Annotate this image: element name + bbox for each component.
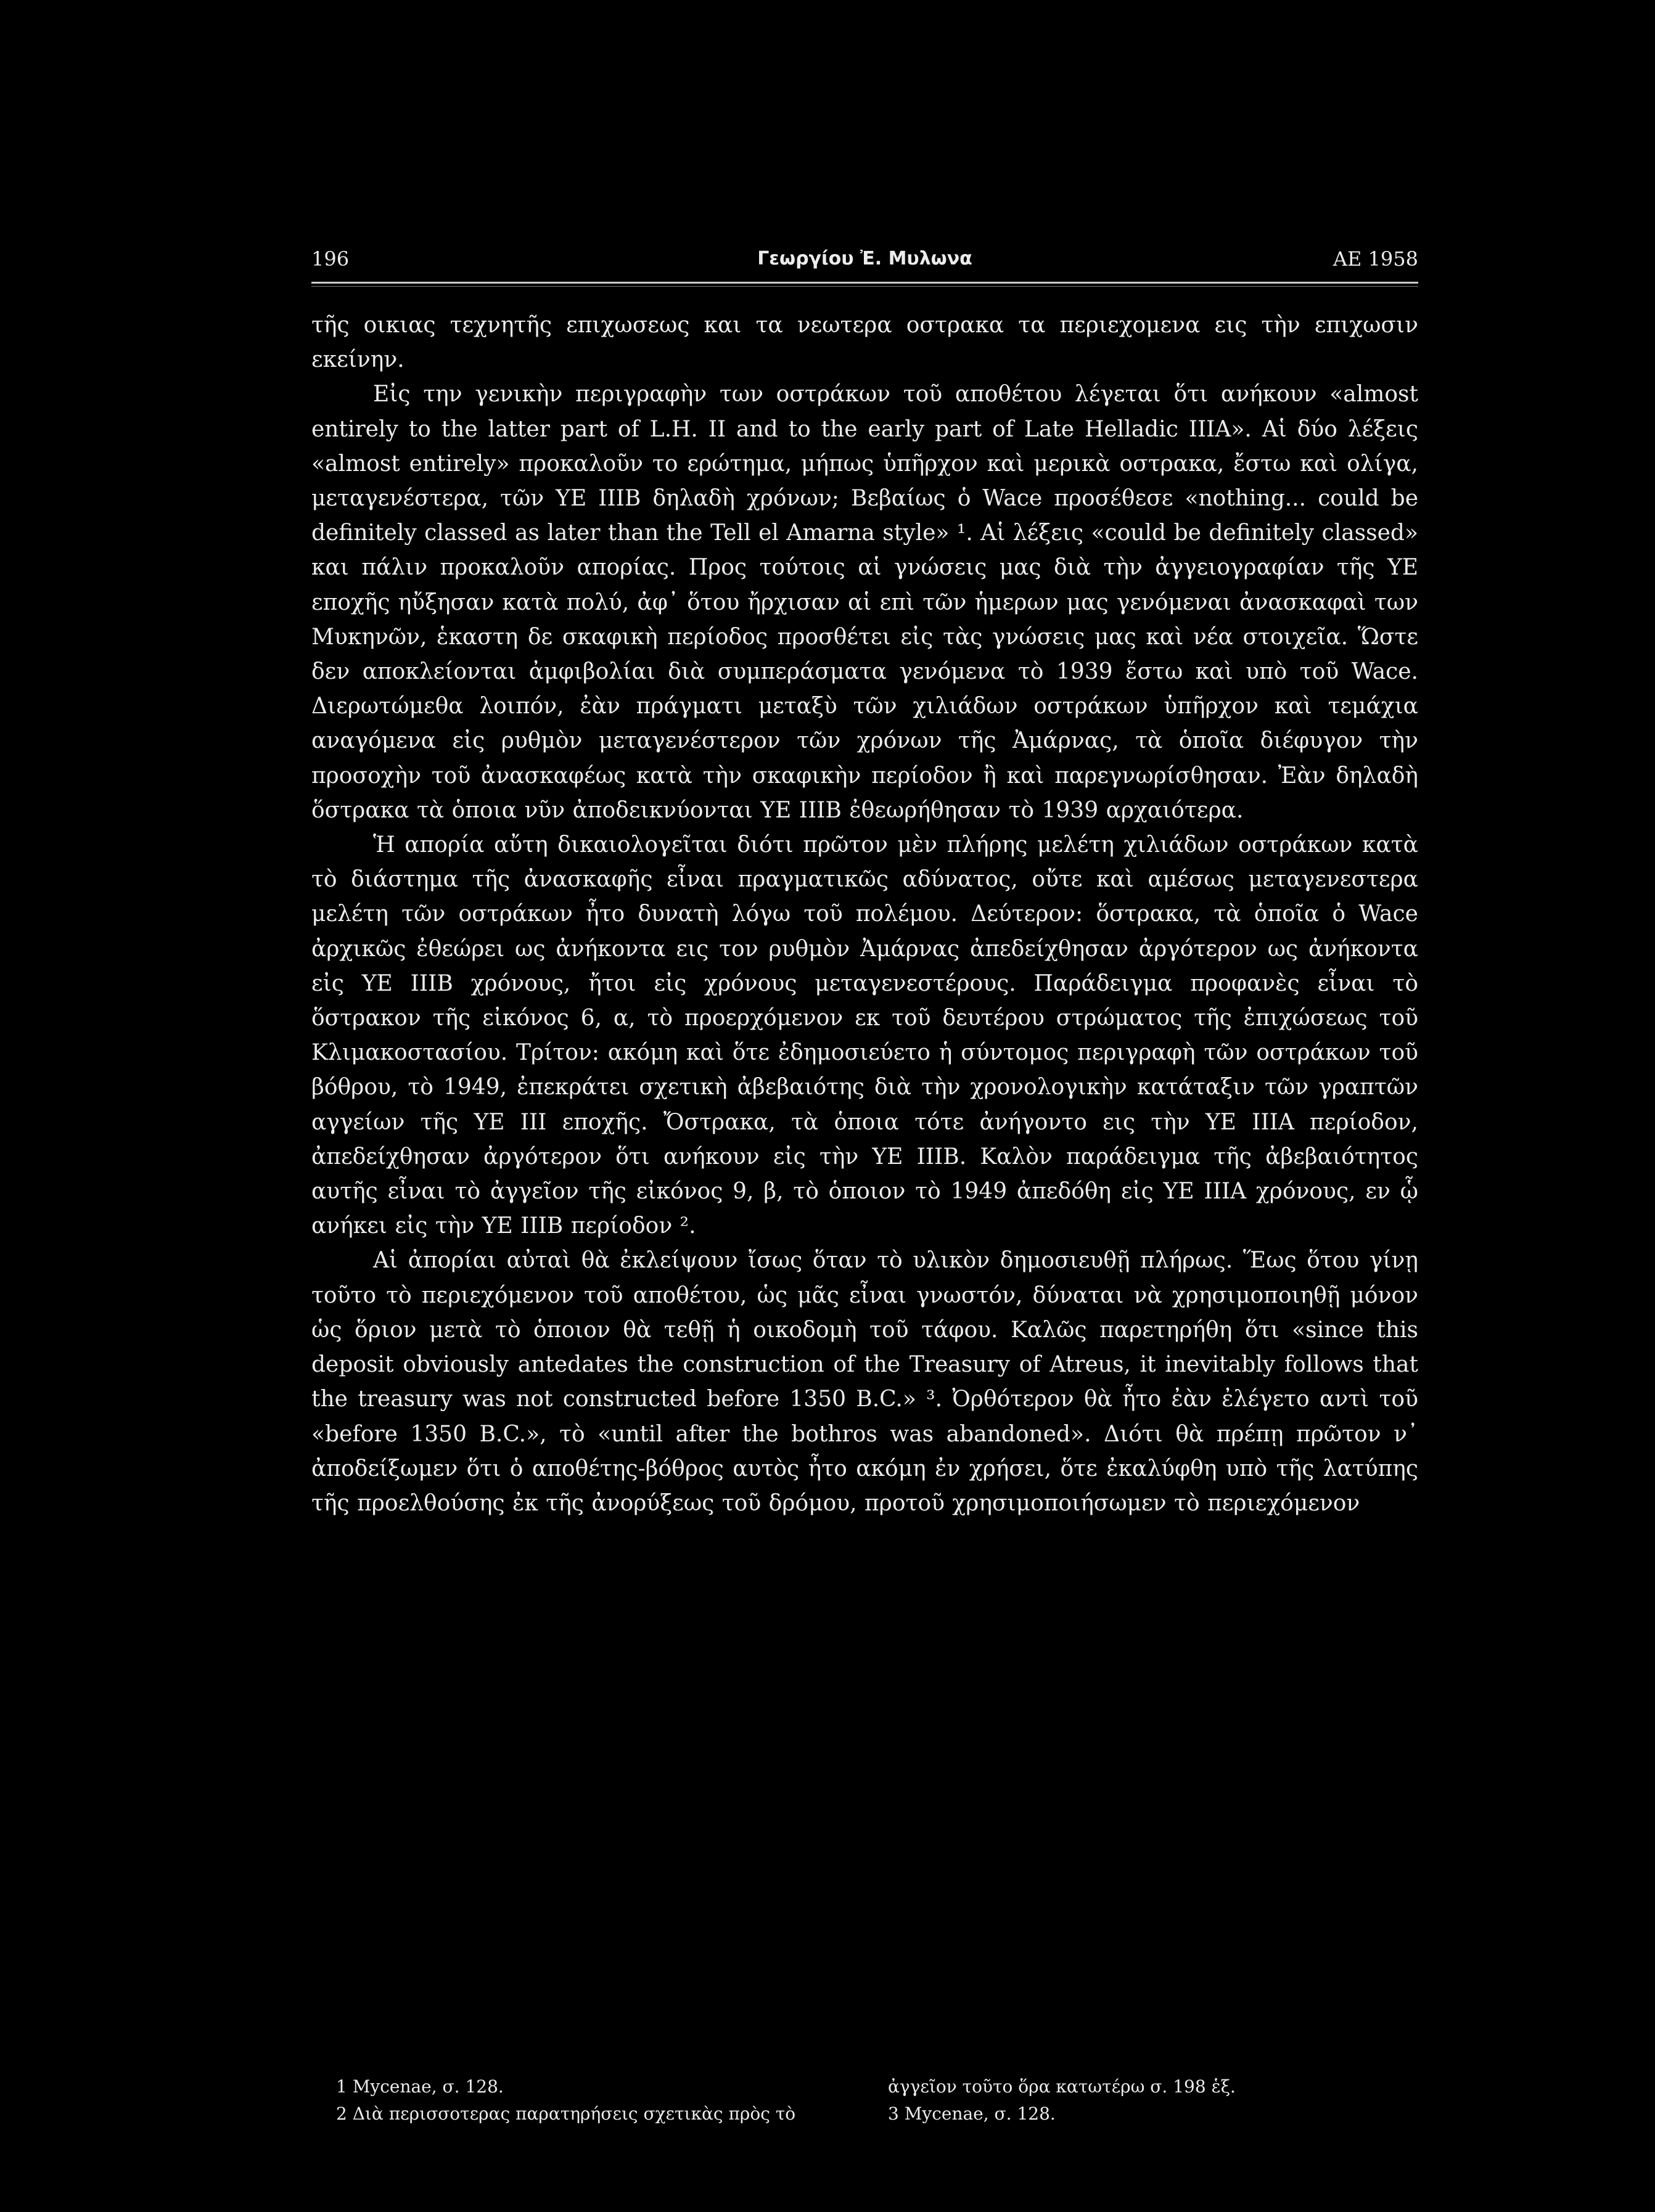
running-head-author: Γεωργίου Ἐ. Μυλωνα <box>757 248 972 269</box>
running-head <box>311 244 1418 274</box>
footnotes-left-column <box>336 2073 866 2128</box>
header-rule-thin <box>311 286 1418 287</box>
page-number: 196 <box>311 247 350 271</box>
paragraph: Αἱ ἀπορίαι αὐταὶ θὰ ἐκλείψουν ἴσως ὅταν τὸ υλικὸν δημοσιευθῇ πλήρως. Ἕως ὅτου γίνῃ τοῦτο τὸ περιεχόμενον τοῦ αποθέτου, ὡς μᾶς εἶναι γνωστόν, δύναται νὰ χρησιμοποιηθῇ μόνον ὡς ὅριον μετὰ τὸ ὁποιον θὰ τεθῇ ἡ οικοδομὴ τοῦ τάφου. Καλῶς παρετηρήθη ὅτι «since this deposit obviously antedates the construction of the Treasury of Atreus, it inevitably follows that the treasury was not constructed before 1350 B.C.» ³. Ὀρθότερον θὰ ἦτο ἐὰν ἐλέγετο αντὶ τοῦ «before 1350 B.C.», τὸ «until after the bothros was abandoned». Διότι θὰ πρέπῃ πρῶτον ν᾽ ἀποδείξωμεν ὅτι ὁ αποθέτης-βόθρος αυτὸς ἦτο ακόμη ἐν χρήσει, ὅτε ἐκαλύφθη υπὸ τῆς λατύπης τῆς προελθούσης ἐκ τῆς ἀνορύξεως τοῦ δρόμου, προτοῦ χρησιμοποιήσωμεν τὸ περιεχόμενον <box>311 1248 1418 1516</box>
paragraph: τῆς οικιας τεχνητῆς επιχωσεως και τα νεωτερα οστρακα τα περιεχομενα εις τὴν επιχωσιν εκείνην. <box>311 313 1418 373</box>
header-rule <box>311 282 1418 284</box>
footnote: ἀγγεῖον τοῦτο ὅρα κατωτέρω σ. 198 ἑξ. <box>888 2076 1236 2097</box>
footnote: 2 Διὰ περισσοτερας παρατηρήσεις σχετικὰς πρὸς τὸ <box>336 2103 796 2124</box>
footnote: 3 Mycenae, σ. 128. <box>888 2103 1056 2124</box>
running-head-journal: ΑΕ 1958 <box>1333 247 1418 271</box>
footnotes <box>311 2073 1418 2135</box>
paragraph: Εἰς την γενικὴν περιγραφὴν των οστράκων τοῦ αποθέτου λέγεται ὅτι ανήκουν «almost entirely to the latter part of L.H. II and to the early part of Late Helladic IIIA». Αἱ δύο λέξεις «almost entirely» προκαλοῦν το ερώτημα, μήπως ὑπῆρχον καὶ μερικὰ οστρακα, ἔστω καὶ ολίγα, μεταγενέστερα, τῶν ΥΕ IIIB δηλαδὴ χρόνων; Βεβαίως ὁ Wace προσέθεσε «nothing... could be definitely classed as later than the Tell el Amarna style» ¹. Αἱ λέξεις «could be definitely classed» και πάλιν προκαλοῦν απορίας. Προς τούτοις αἱ γνώσεις μας διὰ τὴν ἀγγειογραφίαν τῆς ΥΕ εποχῆς ηὔξησαν κατὰ πολύ, ἀφ᾽ ὅτου ἤρχισαν αἱ επὶ τῶν ἡμερων μας γενόμεναι ἀνασκαφαὶ των Μυκηνῶν, ἑκαστη δε σκαφικὴ περίοδος προσθέτει εἰς τὰς γνώσεις μας καὶ νέα στοιχεῖα. Ὥστε δεν αποκλείονται ἀμφιβολίαι διὰ συμπεράσματα γενόμενα τὸ 1939 ἔστω καὶ υπὸ τοῦ Wace. Διερωτώμεθα λοιπόν, ἐὰν πράγματι μεταξὺ τῶν χιλιάδων οστράκων ὑπῆρχον καὶ τεμάχια αναγόμενα εἰς ρυθμὸν μεταγενέστερον τῶν χρόνων τῆς Ἀμάρνας, τὰ ὁποῖα διέφυγον τὴν προσοχὴν τοῦ ἀνασκαφέως κατὰ τὴν σκαφικὴν περίοδον ἢ καὶ παρεγνωρίσθησαν. Ἐὰν δηλαδὴ ὅστρακα τὰ ὁποια νῦν ἀποδεικνύονται ΥΕ IIIB ἐθεωρήθησαν τὸ 1939 αρχαιότερα. <box>311 382 1418 823</box>
paragraph: Ἡ απορία αὔτη δικαιολογεῖται διότι πρῶτον μὲν πλήρης μελέτη χιλιάδων οστράκων κατὰ τὸ διάστημα τῆς ἀνασκαφῆς εἶναι πραγματικῶς αδύνατος, οὔτε καὶ αμέσως μεταγενεστερα μελέτη τῶν οστράκων ἦτο δυνατὴ λόγω τοῦ πολέμου. Δεύτερον: ὅστρακα, τὰ ὁποῖα ὁ Wace ἀρχικῶς ἐθεώρει ως ἀνήκοντα εις τον ρυθμὸν Ἀμάρνας ἀπεδείχθησαν ἀργότερον ως ἀνήκοντα εἰς ΥΕ IIIB χρόνους, ἤτοι εἰς χρόνους μεταγενεστέρους. Παράδειγμα προφανὲς εἶναι τὸ ὅστρακον τῆς εἰκόνος 6, α, τὸ προερχόμενον εκ τοῦ δευτέρου στρώματος τῆς ἐπιχώσεως τοῦ Κλιμακοστασίου. Τρίτον: ακόμη καὶ ὅτε ἐδημοσιεύετο ἡ σύντομος περιγραφὴ τῶν οστράκων τοῦ βόθρου, τὸ 1949, ἐπεκράτει σχετικὴ ἀβεβαιότης διὰ τὴν χρονολογικὴν κατάταξιν τῶν γραπτῶν αγγείων τῆς ΥΕ III εποχῆς. Ὄστρακα, τὰ ὁποια τότε ἀνήγοντο εις τὴν ΥΕ IIIA περίοδον, ἀπεδείχθησαν ἀργότερον ὅτι ανήκουν εἰς τὴν ΥΕ IIIB. Καλὸν παράδειγμα τῆς ἀβεβαιότητος αυτῆς εἶναι τὸ ἀγγεῖον τῆς εἰκόνος 9, β, τὸ ὁποιον τὸ 1949 ἀπεδόθη εἰς ΥΕ IIIA χρόνους, εν ᾧ ανήκει εἰς τὴν ΥΕ IIIB περίοδον ². <box>311 832 1418 1239</box>
footnote: 1 Mycenae, σ. 128. <box>336 2076 504 2097</box>
journal-page <box>311 244 1418 2161</box>
footnotes-right-column <box>888 2073 1418 2128</box>
body-text <box>311 308 1418 1521</box>
